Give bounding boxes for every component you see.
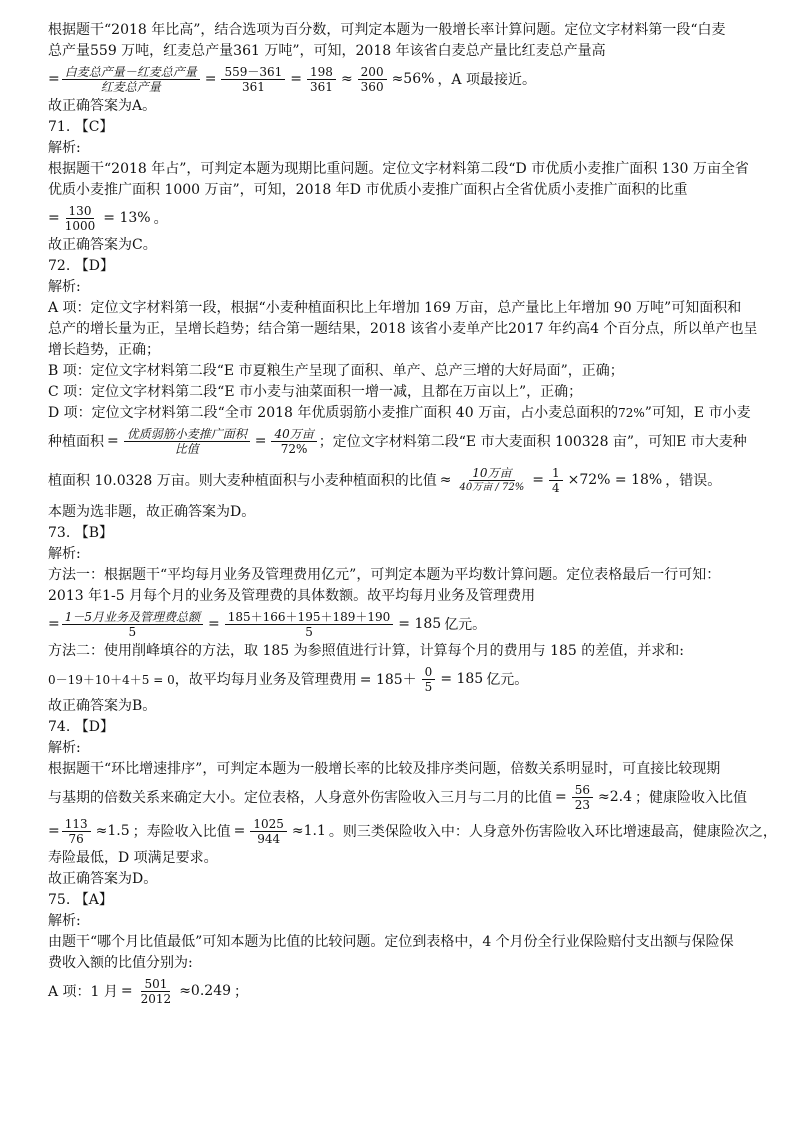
q71-line-1: 根据题干“2018 年占”，可判定本题为现期比重问题。定位文字材料第二段“D 市优质小麦推广面积 130 万亩全省 [48,161,749,177]
fraction: $\frac{56}{23}$ [572,783,593,812]
fraction: $\frac{113}{76}$ [62,817,91,846]
q71-jiexi: 解析: [48,140,81,156]
fraction: $\frac{1}{4}$ [549,466,563,495]
fraction: $\frac{\text{优质弱筋小麦推广面积}}{\text{比值}}$ [124,427,250,456]
q74-line-4: 寿险最低，D 项满足要求。 [48,850,218,866]
q72-header: 72. 【D】 [48,258,114,274]
q72-option-d-3: 植面积 10.0328 万亩。则大麦种植面积与小麦种植面积的比值 ≈ $\frac{\text{10万亩}}{\text{40万亩 / 72\%}}$ = $\frac{1}{4}$ ×72% = 18% ，错误。 [48,465,722,495]
q70-line-2: 总产量559 万吨，红麦总产量361 万吨”，可知，2018 年该省白麦总产量比红麦总产量高 [48,43,606,59]
q74-header: 74. 【D】 [48,719,114,735]
q72-option-a-2: 总产的增长量为正，呈增长趋势；结合第一题结果，2018 该省小麦单产比2017 年约高4 个百分点，所以单产也呈 [48,321,758,337]
q71-header: 71. 【C】 [48,119,114,135]
fraction: $\frac{200}{360}$ [358,65,387,94]
q73-answer: 故正确答案为B。 [48,698,157,714]
q75-header: 75. 【A】 [48,892,113,908]
fraction: $\frac{\text{白麦总产量－红麦总产量}}{\text{红麦总产量}}$ [62,65,200,94]
q72-option-a-1: A 项：定位文字材料第一段，根据“小麦种植面积比上年增加 169 万亩，总产量比上年增加 90 万吨”可知面积和 [48,300,742,316]
fraction: $\frac{\text{40万亩}}{72\%}$ [271,427,316,456]
eq-sign: = [48,71,60,87]
fraction: $\frac{198}{361}$ [307,65,336,94]
q73-method2-line-1: 方法二：使用削峰填谷的方法，取 185 为参照值进行计算，计算每个月的费用与 185 的差值，并求和: [48,643,684,659]
q72-jiexi: 解析: [48,279,81,295]
fraction: $\frac{\text{1－5月业务及管理费总额}}{5}$ [62,610,203,639]
q71-line-2: 优质小麦推广面积 1000 万亩”，可知，2018 年D 市优质小麦推广面积占全省优质小麦推广面积的比重 [48,182,688,198]
q72-option-d-2: 种植面积 = $\frac{\text{优质弱筋小麦推广面积}}{\text{比值}}$ = $\frac{\text{40万亩}}{72\%}$ ；定位文字材料第二段“E 市大麦面积 100328 亩”，可知E 市大麦种 [48,426,747,456]
q71-formula: = $\frac{130}{1000}$ = 13% 。 [48,203,168,233]
q70-tail: ，A 项最接近。 [437,72,536,88]
q73-method1-line-1: 方法一：根据题干“平均每月业务及管理费用亿元”，可判定本题为平均数计算问题。定位表格最后一行可知： [48,567,721,583]
q70-answer: 故正确答案为A。 [48,98,157,114]
q75-line-2: 费收入额的比值分别为: [48,955,193,971]
fraction: $\frac{\text{10万亩}}{\text{40万亩 / 72\%}}$ [459,465,525,493]
q74-answer: 故正确答案为D。 [48,871,158,887]
q73-method1-line-2: 2013 年1-5 月每个月的业务及管理费的具体数额。故平均每月业务及管理费用 [48,588,536,604]
fraction: $\frac{1025}{944}$ [250,817,287,846]
q72-conclusion: 本题为选非题，故正确答案为D。 [48,504,256,520]
fraction: $\frac{559-361}{361}$ [221,65,285,94]
fraction: $\frac{0}{5}$ [422,665,436,694]
q70-formula: = $\frac{\text{白麦总产量－红麦总产量}}{\text{红麦总产量}}$ = $\frac{559-361}{361}$ = $\frac{198}{361}$ ≈ $\frac{200}{360}$ ≈56% ，A 项最接近。 [48,64,536,94]
q70-line-1: 根据题干“2018 年比高”，结合选项为百分数，可判定本题为一般增长率计算问题。定位文字材料第一段“白麦 [48,22,726,38]
q72-option-d-1: D 项：定位文字材料第二段“全市 2018 年优质弱筋小麦推广面积 40 万亩，占小麦总面积的72%”可知，E 市小麦 [48,405,751,421]
q74-line-2: 与基期的倍数关系来确定大小。定位表格，人身意外伤害险收入三月与二月的比值 = $\frac{56}{23}$ ≈2.4 ；健康险收入比值 [48,782,748,812]
q72-option-b: B 项：定位文字材料第二段“E 市夏粮生产呈现了面积、单产、总产三增的大好局面”，正确； [48,363,624,379]
q75-jiexi: 解析: [48,913,81,929]
q73-formula-1: = $\frac{\text{1－5月业务及管理费总额}}{5}$ = $\frac{185+166+195+189+190}{5}$ = 185 亿元。 [48,609,487,639]
q72-option-a-3: 增长趋势，正确； [48,342,160,358]
q71-answer: 故正确答案为C。 [48,237,157,253]
fraction: $\frac{185+166+195+189+190}{5}$ [225,610,394,639]
q72-option-c: C 项：定位文字材料第二段“E 市小麦与油菜面积一增一减，且都在万亩以上”，正确； [48,384,583,400]
q74-jiexi: 解析: [48,740,81,756]
q73-formula-2: 0－19＋10＋4＋5 = 0 ，故平均每月业务及管理费用 = 185＋ $\frac{0}{5}$ = 185 亿元。 [48,664,529,694]
q75-line-1: 由题干“哪个月比值最低”可知本题为比值的比较问题。定位到表格中，4 个月份全行业保险赔付支出额与保险保 [48,934,734,950]
q73-jiexi: 解析: [48,546,81,562]
fraction: $\frac{501}{2012}$ [140,976,172,1006]
q75-option-a: A 项：1 月 = $\frac{501}{2012}$ ≈0.249 ； [48,976,249,1006]
fraction: $\frac{130}{1000}$ [64,203,96,233]
q74-line-3: = $\frac{113}{76}$ ≈1.5 ；寿险收入比值 = $\frac{1025}{944}$ ≈1.1 。则三类保险收入中：人身意外伤害险收入环比增速最高，健康险次之， [48,816,777,846]
q73-header: 73. 【B】 [48,525,114,541]
q74-line-1: 根据题干“环比增速排序”，可判定本题为一般增长率的比较及排序类问题，倍数关系明显时，可直接比较现期 [48,761,721,777]
